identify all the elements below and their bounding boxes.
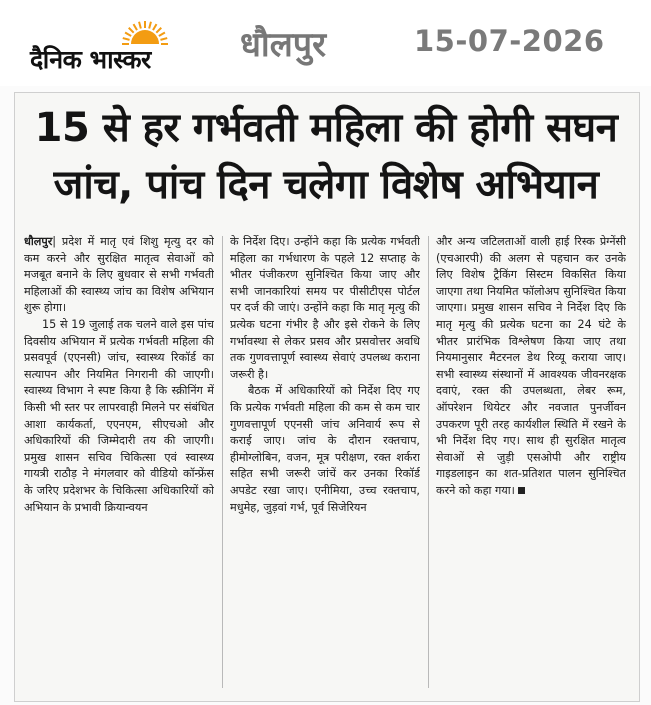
sun-ray	[160, 38, 167, 40]
sun-ray	[153, 24, 157, 30]
article-paragraph	[436, 234, 626, 500]
masthead	[0, 0, 651, 86]
edition-date: 15-07-2026	[414, 24, 605, 58]
article-paragraph: बैठक में अधिकारियों को निर्देश दिए गए कि प्रत्येक गर्भवती महिला की कम से कम चार गुणवत्तापूर्ण एएनसी जांच अनिवार्य रूप से कराई जाए। जांच के दौरान रक्तचाप, हीमोग्लोबिन, वजन, मूत्र परीक्षण, रक्त शर्करा सहित सभी जरूरी जांचें कर उनका रिकॉर्ड अपडेट रखा जाए। एनीमिया, उच्च रक्तचाप, मधुमेह, जुड़वां गर्भ, पूर्व सिजेरियन	[230, 384, 420, 514]
column-divider	[428, 236, 429, 688]
paragraph-text: और अन्य जटिलताओं वाली हाई रिस्क प्रेग्नेंसी (एचआरपी) की अलग से पहचान कर उनके लिए विशेष ट्रैकिंग सिस्टम विकसित किया जाएगा तथा नियमित फॉलोअप सुनिश्चित किया जाएगा। प्रमुख शासन सचिव ने निर्देश दिए कि मातृ मृत्यु की प्रत्येक घटना का 24 घंटे के भीतर प्रारंभिक विश्लेषण किया जाए तथा नियमानुसार मैटरनल डेथ रिव्यू कराया जाए। सभी स्वास्थ्य संस्थानों में आवश्यक जीवनरक्षक दवाएं, रक्त की उपलब्धता, लेबर रूम, ऑपरेशन थियेटर और नवजात पुनर्जीवन उपकरण पूरी तरह कार्यशील स्थिति में रखने के भी निर्देश दिए गए। साथ ही सुरक्षित मातृत्व सेवाओं से जुड़ी एसओपी और राष्ट्रीय गाइडलाइन का शत-प्रतिशत पालन सुनिश्चित करने को कहा गया।	[436, 235, 626, 497]
article-headline	[26, 100, 626, 214]
article-paragraph	[24, 234, 214, 317]
logo-word-dainik: दैनिक	[30, 45, 82, 74]
article-column-1	[24, 234, 214, 690]
sun-ray	[149, 22, 151, 29]
headline-line-1: 15 से हर गर्भवती महिला की होगी सघन	[34, 105, 618, 151]
logo-wordmark	[30, 42, 151, 76]
dainik-bhaskar-logo	[30, 14, 205, 76]
article-paragraph: के निर्देश दिए। उन्होंने कहा कि प्रत्येक गर्भवती महिला का गर्भधारण के पहले 12 सप्ताह के भीतर पंजीकरण सुनिश्चित किया जाए और सभी जानकारियां समय पर पीसीटीएस पोर्टल पर दर्ज की जाएं। उन्होंने कहा कि मातृ मृत्यु की प्रत्येक घटना गंभीर है और इसे रोकने के लिए गर्भावस्था से लेकर प्रसव और प्रसवोत्तर अवधि तक गुणवत्तापूर्ण स्वास्थ्य सेवाएं उपलब्ध कराना जरूरी है।	[230, 235, 420, 381]
sun-ray	[125, 33, 131, 37]
logo-word-bhaskar: भास्कर	[89, 45, 151, 74]
sun-ray	[129, 28, 134, 33]
sun-ray	[139, 22, 141, 29]
paragraph-text: | प्रदेश में मातृ एवं शिशु मृत्यु दर को कम करने और सुरक्षित मातृत्व सेवाओं को मजबूत बनाने के लिए बुधवार से सभी गर्भवती महिलाओं की स्वास्थ्य जांच का विशेष अभियान शुरू होगा।	[24, 235, 214, 315]
article-column-3	[436, 234, 626, 690]
edition-city: धौलपुर	[240, 25, 326, 65]
article-paragraph: 15 से 19 जुलाई तक चलने वाले इस पांच दिवसीय अभियान में प्रत्येक गर्भवती महिला की प्रसवपूर्व (एएनसी) जांच, स्वास्थ्य रिकॉर्ड का सत्यापन और नियमित निगरानी की जाएगी। स्वास्थ्य विभाग ने स्पष्ट किया है कि स्क्रीनिंग में किसी भी स्तर पर लापरवाही मिलने पर संबंधित आशा कार्यकर्ता, एएनएम, सीएचओ और अधिकारियों की जिम्मेदारी तय की जाएगी। प्रमुख शासन सचिव चिकित्सा एवं स्वास्थ्य गायत्री राठौड़ ने मंगलवार को वीडियो कॉन्फ्रेंस के जरिए प्रदेशभर के चिकित्सा अधिकारियों को अभियान के प्रभावी क्रियान्वयन	[24, 317, 214, 514]
sun-ray	[159, 33, 165, 37]
headline-line-2: जांच, पांच दिन चलेगा विशेष अभियान	[53, 162, 599, 208]
sun-ray	[123, 38, 130, 40]
column-divider	[222, 236, 223, 688]
sun-ray	[134, 24, 138, 30]
dateline: धौलपुर	[24, 235, 53, 248]
sun-ray	[156, 28, 161, 33]
article-column-2	[230, 234, 420, 690]
article-body	[24, 234, 628, 694]
end-of-article-mark	[518, 487, 525, 494]
